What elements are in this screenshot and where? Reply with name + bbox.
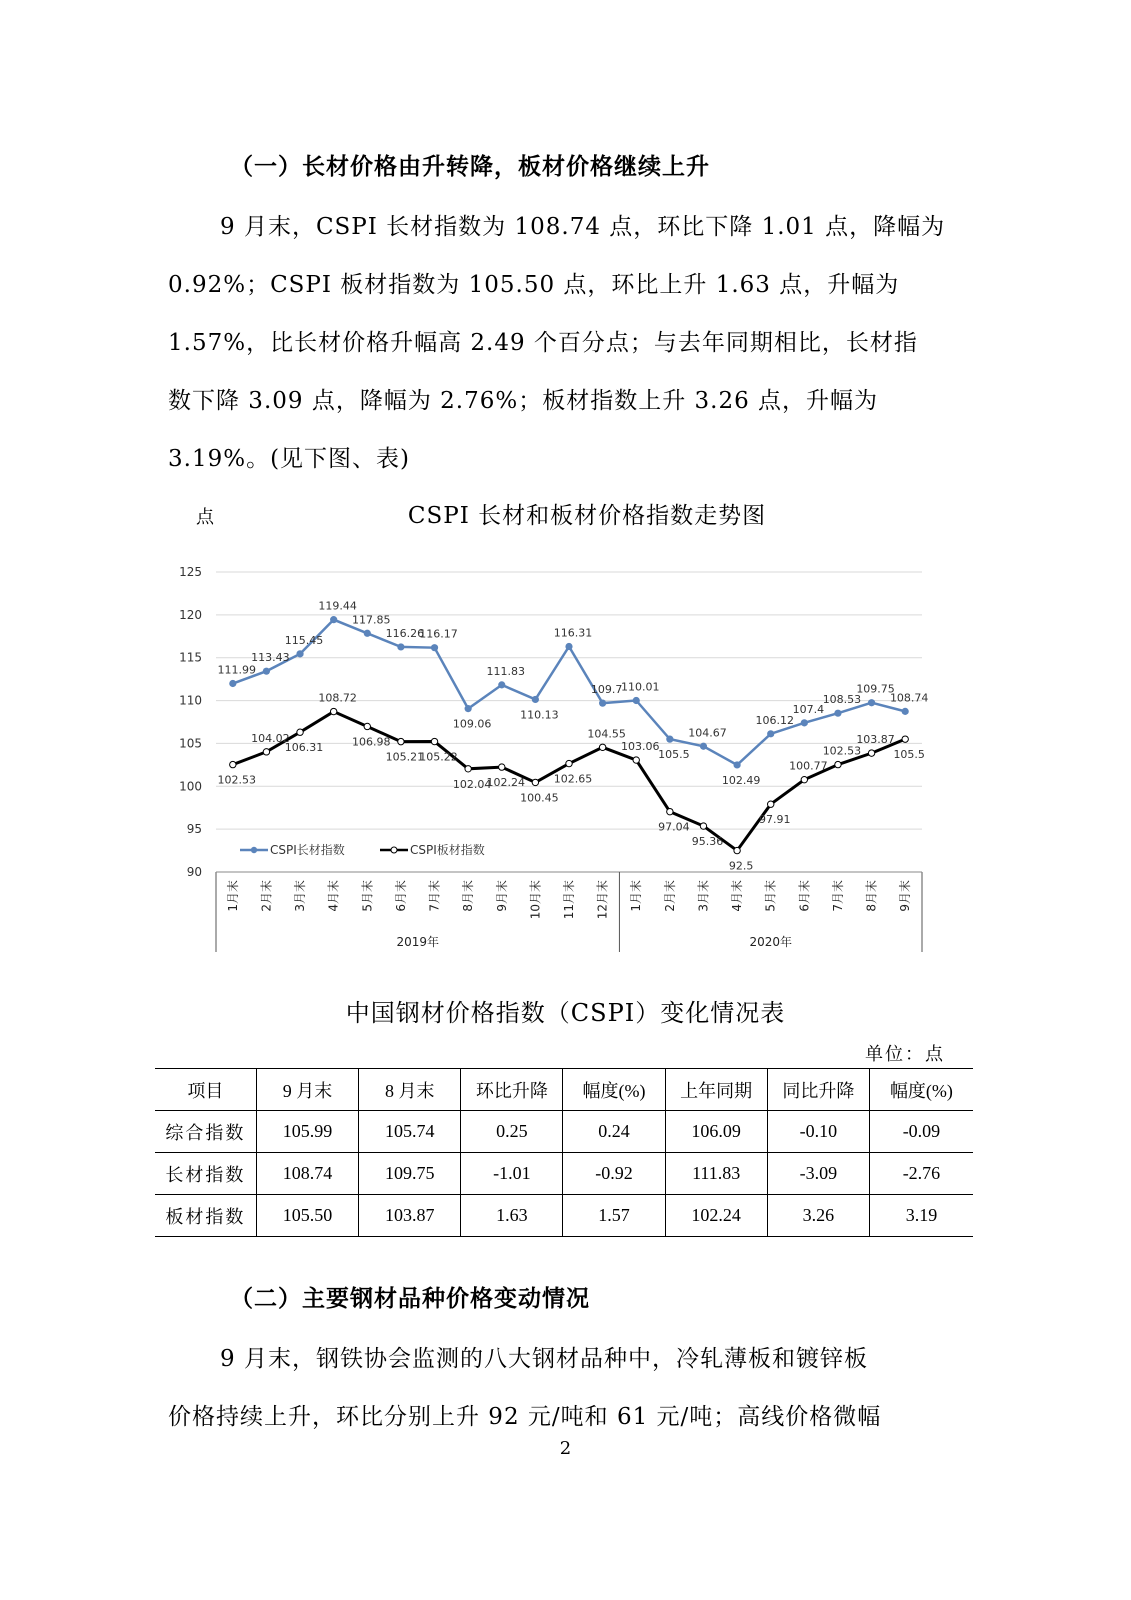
x-tick-label: 2月末 [259, 880, 274, 912]
data-label: 116.26 [385, 626, 425, 640]
data-point [868, 699, 875, 706]
section2-heading: （二）主要钢材品种价格变动情况 [230, 1285, 590, 1312]
y-tick-label: 115 [179, 650, 202, 665]
table-cell: 105.99 [256, 1111, 358, 1153]
x-tick-label: 9月末 [494, 880, 509, 912]
table-row [155, 1153, 973, 1195]
data-point [431, 644, 438, 651]
data-point [364, 723, 370, 729]
table-cell: 综合指数 [155, 1111, 256, 1153]
header-cell: 同比升降 [767, 1069, 869, 1111]
page-number: 2 [559, 1438, 572, 1459]
data-point [734, 847, 740, 853]
paragraph-line: 0.92%；CSPI 板材指数为 105.50 点，环比上升 1.63 点，升幅为 [168, 272, 900, 298]
data-label: 102.65 [553, 772, 593, 786]
data-point [599, 700, 606, 707]
x-group-label: 2019年 [396, 935, 439, 949]
chart-title: CSPI 长材和板材价格指数走势图 [407, 503, 767, 529]
table-title: 中国钢材价格指数（CSPI）变化情况表 [345, 999, 786, 1027]
paragraph-line: 9 月末，钢铁协会监测的八大钢材品种中，冷轧薄板和镀锌板 [220, 1346, 868, 1372]
chart-x-axis [216, 872, 922, 952]
data-label: 105.5 [658, 748, 690, 762]
data-point [263, 749, 269, 755]
table-cell: 1.63 [461, 1195, 563, 1237]
data-label: 105.21 [385, 750, 425, 764]
data-point [565, 643, 572, 650]
x-tick-label: 11月末 [562, 880, 576, 920]
data-label: 111.99 [217, 663, 257, 677]
data-point [465, 705, 472, 712]
data-point [498, 681, 505, 688]
chart-series [218, 600, 929, 873]
data-point [398, 738, 404, 744]
data-point [902, 736, 908, 742]
data-label: 102.24 [486, 776, 526, 790]
x-tick-label: 5月末 [360, 880, 375, 912]
legend-marker [251, 847, 257, 853]
header-cell: 幅度(%) [563, 1069, 665, 1111]
y-tick-label: 105 [179, 736, 202, 751]
header-cell: 9 月末 [256, 1069, 358, 1111]
data-point [465, 766, 471, 772]
table-cell: -0.10 [767, 1111, 869, 1153]
data-label: 109.7 [590, 683, 623, 697]
data-point [397, 643, 404, 650]
cspi-table [155, 1068, 973, 1237]
y-tick-label: 90 [186, 865, 202, 879]
data-point [767, 730, 774, 737]
data-point [801, 719, 808, 726]
table-cell: 3.19 [869, 1195, 973, 1237]
data-point [532, 696, 539, 703]
table-row [155, 1111, 973, 1153]
data-label: 109.06 [452, 717, 492, 731]
x-tick-label: 2月末 [662, 880, 677, 912]
data-point [700, 823, 706, 829]
header-cell: 上年同期 [665, 1069, 767, 1111]
data-label: 116.31 [553, 626, 593, 640]
data-label: 111.83 [486, 664, 526, 678]
paragraph-line: 价格持续上升，环比分别上升 92 元/吨和 61 元/吨；高线价格微幅 [168, 1404, 882, 1430]
data-label: 106.98 [352, 735, 391, 749]
table-cell: -3.09 [767, 1153, 869, 1195]
data-label: 104.02 [251, 731, 290, 745]
table-cell: 111.83 [665, 1153, 767, 1195]
data-label: 103.06 [620, 740, 660, 754]
data-label: 117.85 [352, 613, 391, 627]
data-label: 110.01 [620, 680, 660, 694]
table-cell: 3.26 [767, 1195, 869, 1237]
data-point [296, 650, 303, 657]
y-tick-label: 95 [186, 822, 202, 837]
x-tick-label: 3月末 [293, 880, 308, 912]
x-tick-label: 1月末 [225, 880, 240, 912]
x-tick-label: 9月末 [898, 880, 913, 912]
data-label: 106.12 [755, 713, 794, 727]
x-tick-label: 10月末 [528, 880, 543, 920]
paragraph-line: 9 月末，CSPI 长材指数为 108.74 点，环比下降 1.01 点，降幅为 [220, 214, 946, 240]
table-cell: -1.01 [461, 1153, 563, 1195]
x-tick-label: 3月末 [696, 880, 711, 912]
data-point [868, 750, 874, 756]
table-cell: 106.09 [665, 1111, 767, 1153]
header-cell: 环比升降 [461, 1069, 563, 1111]
x-tick-label: 6月末 [797, 880, 812, 912]
x-tick-label: 1月末 [629, 880, 644, 912]
table-row [155, 1195, 973, 1237]
data-point [599, 744, 605, 750]
data-point [633, 757, 639, 763]
data-label: 115.45 [284, 633, 324, 647]
table-cell: 102.24 [665, 1195, 767, 1237]
data-label: 97.04 [658, 820, 690, 834]
x-tick-label: 4月末 [326, 880, 341, 912]
data-point [667, 808, 673, 814]
data-label: 103.87 [856, 733, 895, 747]
legend-marker [391, 847, 397, 853]
data-label: 102.04 [452, 777, 492, 791]
section1-heading: （一）长材价格由升转降，板材价格继续上升 [230, 153, 710, 180]
data-point [230, 761, 236, 767]
data-point [263, 668, 270, 675]
table-header-row [155, 1069, 973, 1111]
paragraph-line: 3.19%。(见下图、表) [168, 446, 411, 472]
data-point [768, 801, 774, 807]
table-cell: 108.74 [256, 1153, 358, 1195]
data-point [801, 776, 807, 782]
x-tick-label: 7月末 [830, 880, 845, 912]
chart-grid [216, 572, 922, 872]
header-cell: 8 月末 [359, 1069, 461, 1111]
data-label: 104.67 [688, 726, 727, 740]
data-point [733, 761, 740, 768]
data-point [566, 760, 572, 766]
data-point [666, 736, 673, 743]
table-cell: 105.50 [256, 1195, 358, 1237]
x-tick-label: 12月末 [595, 880, 610, 920]
y-tick-label: 120 [179, 607, 202, 622]
data-label: 102.53 [217, 773, 257, 787]
data-label: 108.53 [822, 693, 862, 707]
data-label: 92.5 [728, 859, 754, 873]
y-tick-label: 125 [179, 565, 202, 579]
x-tick-label: 5月末 [763, 880, 778, 912]
table-unit: 单位：点 [865, 1044, 945, 1065]
data-point [297, 729, 303, 735]
x-tick-label: 6月末 [393, 880, 408, 912]
data-point [532, 779, 538, 785]
header-cell: 幅度(%) [869, 1069, 973, 1111]
data-label: 108.72 [318, 691, 357, 705]
data-label: 102.53 [822, 744, 862, 758]
data-label: 110.13 [520, 708, 559, 722]
data-label: 106.31 [284, 741, 324, 755]
data-point [835, 761, 841, 767]
data-point [700, 743, 707, 750]
data-label: 100.77 [789, 759, 828, 773]
data-label: 97.91 [758, 813, 791, 827]
table-cell: -0.92 [563, 1153, 665, 1195]
table-cell: 0.25 [461, 1111, 563, 1153]
data-label: 108.74 [889, 691, 929, 705]
paragraph-line: 1.57%，比长材价格升幅高 2.49 个百分点；与去年同期相比，长材指 [168, 330, 918, 356]
legend-label: CSPI长材指数 [270, 843, 345, 857]
data-label: 119.44 [318, 599, 357, 613]
table-cell: 板材指数 [155, 1195, 256, 1237]
data-label: 95.36 [691, 835, 724, 849]
chart-legend [240, 842, 485, 857]
x-tick-label: 4月末 [730, 880, 745, 912]
chart-ylabel: 点 [196, 507, 214, 528]
table-cell: -2.76 [869, 1153, 973, 1195]
price-index-line-chart [0, 490, 1131, 960]
data-label: 105.22 [419, 750, 458, 764]
data-point [834, 710, 841, 717]
data-point [229, 680, 236, 687]
data-point [364, 630, 371, 637]
x-tick-label: 8月末 [461, 880, 476, 912]
data-label: 116.17 [419, 627, 458, 641]
data-point [902, 708, 909, 715]
data-point [431, 738, 437, 744]
x-tick-label: 7月末 [427, 880, 442, 912]
x-group-label: 2020年 [749, 935, 792, 949]
legend-label: CSPI板材指数 [410, 843, 485, 857]
data-label: 109.75 [856, 682, 895, 696]
table-cell: 103.87 [359, 1195, 461, 1237]
data-point [330, 616, 337, 623]
x-tick-label: 8月末 [864, 880, 879, 912]
table-cell: 105.74 [359, 1111, 461, 1153]
table-cell: 1.57 [563, 1195, 665, 1237]
data-label: 113.43 [251, 651, 290, 665]
data-label: 100.45 [520, 791, 559, 805]
data-label: 104.55 [587, 727, 626, 741]
table-cell: 109.75 [359, 1153, 461, 1195]
data-label: 102.49 [721, 773, 761, 787]
y-tick-label: 110 [179, 693, 202, 708]
paragraph-line: 数下降 3.09 点，降幅为 2.76%；板材指数上升 3.26 点，升幅为 [168, 388, 879, 414]
data-point [633, 697, 640, 704]
chart-y-ticks [179, 565, 202, 879]
y-tick-label: 100 [179, 779, 202, 794]
data-point [330, 708, 336, 714]
data-point [499, 764, 505, 770]
table-cell: 0.24 [563, 1111, 665, 1153]
data-label: 107.4 [792, 702, 825, 716]
header-cell: 项目 [187, 1080, 224, 1101]
table-cell: 长材指数 [155, 1153, 256, 1195]
table-cell: -0.09 [869, 1111, 973, 1153]
data-label: 105.5 [893, 748, 925, 762]
